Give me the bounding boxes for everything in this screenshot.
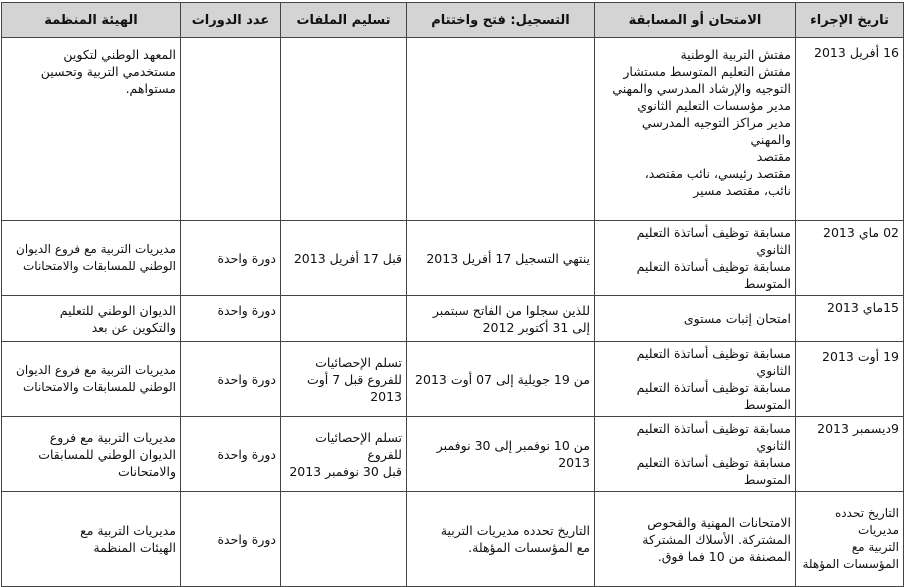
sessions-cell	[181, 38, 281, 221]
date-text: 15ماي 2013	[827, 300, 899, 315]
registration-line: 2013	[558, 455, 590, 470]
organizer-line: مديريات التربية مع فروع الديوان	[16, 242, 176, 256]
files-cell	[281, 492, 407, 587]
exam-cell	[595, 38, 796, 221]
registration-line: إلى 31 أكتوبر 2012	[482, 319, 590, 335]
exam-schedule-table	[1, 2, 904, 587]
exam-line: مقتصد رئيسي، نائب مقتصد،	[644, 166, 791, 181]
table-row	[2, 417, 904, 492]
exam-line: مسابقة توظيف أساتذة التعليم المتوسط	[636, 380, 791, 412]
sessions-text: دورة واحدة	[217, 531, 276, 547]
registration-cell	[407, 492, 595, 587]
date-cell	[796, 492, 904, 587]
date-line: المؤسسات المؤهلة	[802, 557, 899, 571]
registration-cell	[407, 417, 595, 492]
files-line: قبل 30 نوفمبر 2013	[289, 463, 402, 479]
registration-line: ينتهي التسجيل 17 أفريل 2013	[426, 250, 590, 266]
organizer-line: الديوان الوطني للمسابقات	[38, 446, 176, 462]
files-cell	[281, 38, 407, 221]
organizer-cell	[2, 221, 181, 296]
sessions-cell	[181, 417, 281, 492]
registration-line: من 10 نوفمبر إلى 30 نوفمبر	[436, 438, 590, 453]
sessions-cell	[181, 492, 281, 587]
registration-cell	[407, 221, 595, 296]
header-files: تسليم الملفات	[281, 3, 407, 38]
organizer-line: مستواهم.	[125, 81, 176, 96]
organizer-line: مديريات التربية مع فروع	[49, 429, 176, 445]
table-row	[2, 38, 904, 221]
organizer-cell	[2, 296, 181, 342]
organizer-line: المعهد الوطني لتكوين	[63, 47, 176, 62]
organizer-cell	[2, 492, 181, 587]
exam-line: مسابقة توظيف أساتذة التعليم المتوسط	[636, 259, 791, 291]
header-exam: الامتحان أو المسابقة	[595, 3, 796, 38]
exam-line: مسابقة توظيف أساتذة التعليم الثانوي	[636, 346, 791, 378]
header-sessions: عدد الدورات	[181, 3, 281, 38]
table-row	[2, 221, 904, 296]
sessions-text: دورة واحدة	[217, 250, 276, 266]
header-organizer: الهيئة المنظمة	[2, 3, 181, 38]
table-row	[2, 492, 904, 587]
sessions-cell	[181, 296, 281, 342]
header-row	[2, 3, 904, 38]
exam-line: والمهني	[750, 132, 791, 147]
header-registration: التسجيل: فتح واختتام	[407, 3, 595, 38]
exam-cell	[595, 417, 796, 492]
registration-cell	[407, 342, 595, 417]
registration-line: للذين سجلوا من الفاتح سبتمبر	[432, 302, 590, 318]
organizer-cell	[2, 38, 181, 221]
files-cell	[281, 296, 407, 342]
files-line: قبل 17 أفريل 2013	[293, 250, 402, 266]
exam-line: امتحان إثبات مستوى	[683, 311, 791, 326]
organizer-line: مديريات التربية مع فروع الديوان	[16, 363, 176, 377]
date-line: مديريات	[858, 523, 899, 537]
table-row	[2, 296, 904, 342]
table-row	[2, 342, 904, 417]
files-line: تسلم الإحصائيات للفروع	[315, 429, 402, 462]
sessions-cell	[181, 342, 281, 417]
exam-line: مسابقة توظيف أساتذة التعليم الثانوي	[636, 421, 791, 453]
exam-cell	[595, 342, 796, 417]
files-line: للفروع قبل 7 أوت 2013	[306, 371, 402, 404]
files-cell	[281, 342, 407, 417]
files-line: تسلم الإحصائيات	[315, 354, 402, 370]
date-cell	[796, 342, 904, 417]
date-text: 9ديسمبر 2013	[817, 421, 899, 436]
registration-cell	[407, 38, 595, 221]
exam-line: مقتصد	[756, 149, 791, 164]
exam-cell	[595, 492, 796, 587]
files-cell	[281, 417, 407, 492]
date-line: التربية مع	[851, 540, 899, 554]
registration-line: مع المؤسسات المؤهلة.	[468, 540, 590, 555]
date-cell	[796, 221, 904, 296]
exam-line: التوجيه والإرشاد المدرسي والمهني	[612, 81, 791, 96]
exam-line: المشتركة. الأسلاك المشتركة	[642, 531, 791, 547]
files-cell	[281, 221, 407, 296]
organizer-line: والامتحانات	[117, 463, 176, 479]
exam-line: الامتحانات المهنية والفحوص	[647, 514, 791, 530]
sessions-cell	[181, 221, 281, 296]
date-text: 19 أوت 2013	[822, 349, 899, 364]
header-date: تاريخ الإجراء	[796, 3, 904, 38]
exam-line: مسابقة توظيف أساتذة التعليم الثانوي	[636, 225, 791, 257]
organizer-line: الهيئات المنظمة	[93, 540, 176, 555]
organizer-line: مديريات التربية مع	[80, 523, 176, 538]
date-line: التاريخ تحدده	[835, 506, 899, 520]
exam-line: مدير مراكز التوجيه المدرسي	[641, 115, 791, 130]
registration-cell	[407, 296, 595, 342]
date-text: 16 أفريل 2013	[814, 45, 899, 60]
exam-cell	[595, 296, 796, 342]
organizer-line: الوطني للمسابقات والامتحانات	[23, 380, 176, 394]
date-cell	[796, 417, 904, 492]
organizer-line: مستخدمي التربية وتحسين	[40, 64, 176, 79]
date-cell	[796, 38, 904, 221]
organizer-cell	[2, 342, 181, 417]
exam-line: مفتش التربية الوطنية	[680, 47, 791, 62]
sessions-text: دورة واحدة	[217, 371, 276, 387]
exam-line: المصنفة من 10 فما فوق.	[657, 548, 791, 564]
exam-line: نائب، مقتصد مسير	[693, 183, 791, 198]
exam-line: مفتش التعليم المتوسط مستشار	[623, 64, 791, 79]
exam-line: مسابقة توظيف أساتذة التعليم المتوسط	[636, 455, 791, 487]
exam-cell	[595, 221, 796, 296]
date-text: 02 ماي 2013	[823, 225, 899, 240]
organizer-line: والتكوين عن بعد	[91, 319, 176, 335]
exam-line: مدير مؤسسات التعليم الثانوي	[637, 98, 791, 113]
organizer-cell	[2, 417, 181, 492]
registration-line: من 19 جويلية إلى 07 أوت 2013	[415, 371, 590, 387]
registration-line: التاريخ تحدده مديريات التربية	[440, 523, 590, 538]
date-cell	[796, 296, 904, 342]
sessions-text: دورة واحدة	[217, 446, 276, 462]
organizer-line: الديوان الوطني للتعليم	[59, 302, 176, 318]
sessions-text: دورة واحدة	[217, 303, 276, 318]
organizer-line: الوطني للمسابقات والامتحانات	[23, 259, 176, 273]
